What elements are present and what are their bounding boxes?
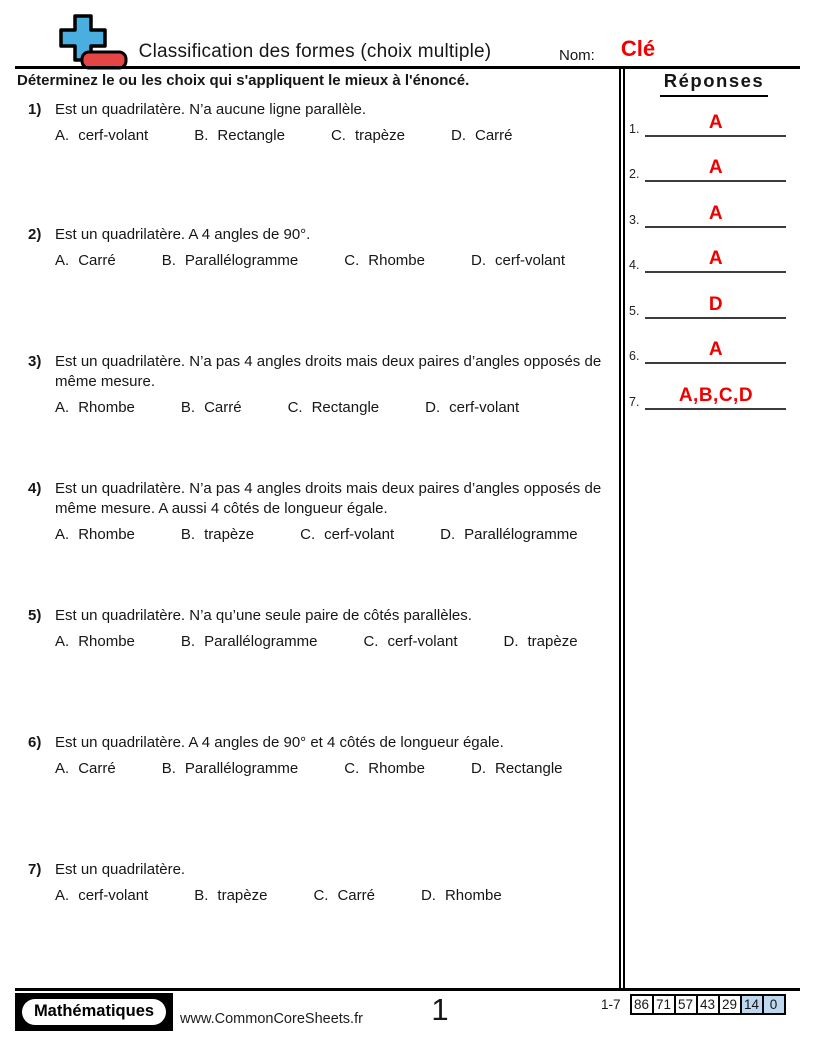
answer-blank bbox=[645, 293, 786, 319]
option-letter: A. bbox=[55, 633, 70, 650]
question-text: Est un quadrilatère. N’a aucune ligne parallèle. bbox=[55, 101, 367, 118]
option-label: Carré bbox=[337, 887, 375, 904]
option-label: Parallélogramme bbox=[464, 526, 578, 543]
answer-value: A,B,C,D bbox=[678, 385, 754, 406]
question-options bbox=[28, 760, 614, 778]
answer-blank bbox=[645, 156, 786, 182]
question-text: Est un quadrilatère. bbox=[55, 861, 186, 878]
option-d bbox=[471, 252, 565, 270]
option-letter: A. bbox=[55, 127, 70, 144]
question-number: 5) bbox=[28, 607, 42, 624]
option-letter: B. bbox=[194, 127, 209, 144]
score-cell-highlighted: 0 bbox=[762, 994, 786, 1015]
answer-number: 1. bbox=[629, 122, 640, 136]
option-label: cerf-volant bbox=[494, 252, 566, 269]
question-text: Est un quadrilatère. N’a pas 4 angles droits mais deux paires d’angles opposés de même mesure. bbox=[55, 353, 602, 390]
option-label: Rhombe bbox=[78, 399, 135, 416]
question-options bbox=[28, 633, 614, 651]
answer-number: 2. bbox=[629, 167, 640, 181]
option-a bbox=[55, 399, 135, 417]
option-b bbox=[162, 760, 299, 778]
option-a bbox=[55, 127, 148, 145]
option-letter: B. bbox=[180, 526, 196, 543]
option-letter: C. bbox=[363, 633, 379, 650]
question-text: Est un quadrilatère. A 4 angles de 90° et 4 côtés de longueur égale. bbox=[55, 734, 504, 751]
option-a bbox=[55, 760, 116, 778]
answer-value: A bbox=[708, 203, 724, 224]
option-b bbox=[194, 127, 285, 145]
option-b bbox=[162, 252, 299, 270]
score-cell: 43 bbox=[696, 994, 720, 1015]
option-letter: C. bbox=[287, 399, 303, 416]
option-letter: D. bbox=[470, 760, 486, 777]
answer-value: A bbox=[708, 339, 724, 360]
option-a bbox=[55, 526, 135, 544]
answer-blank bbox=[645, 202, 786, 228]
answer-number: 7. bbox=[629, 395, 640, 409]
option-letter: A. bbox=[55, 760, 70, 777]
option-letter: B. bbox=[194, 887, 209, 904]
option-label: Rhombe bbox=[78, 526, 135, 543]
question-6 bbox=[28, 733, 614, 778]
option-d bbox=[421, 887, 502, 905]
option-a bbox=[55, 252, 116, 270]
option-c bbox=[344, 252, 425, 270]
option-letter: A. bbox=[55, 399, 70, 416]
option-d bbox=[425, 399, 519, 417]
question-options bbox=[28, 526, 614, 544]
name-value: Clé bbox=[620, 36, 656, 61]
option-letter: D. bbox=[440, 526, 456, 543]
score-cell: 29 bbox=[718, 994, 742, 1015]
option-label: Rhombe bbox=[444, 887, 502, 904]
option-letter: C. bbox=[330, 127, 346, 144]
option-letter: A. bbox=[55, 887, 70, 904]
score-range-label: 1-7 bbox=[601, 997, 621, 1012]
option-b bbox=[181, 399, 242, 417]
answers-panel-header bbox=[628, 70, 800, 97]
answers-column-divider bbox=[619, 69, 625, 988]
answer-row-3 bbox=[629, 202, 786, 228]
option-label: Rhombe bbox=[368, 760, 425, 777]
option-d bbox=[451, 127, 513, 145]
question-4 bbox=[28, 479, 614, 544]
question-text: Est un quadrilatère. A 4 angles de 90°. bbox=[55, 226, 311, 243]
option-label: Rectangle bbox=[311, 399, 380, 416]
option-label: Rhombe bbox=[368, 252, 425, 269]
option-letter: D. bbox=[420, 887, 436, 904]
website-text: www.CommonCoreSheets.fr bbox=[180, 1011, 363, 1027]
option-letter: B. bbox=[161, 252, 176, 269]
question-2 bbox=[28, 225, 614, 270]
question-options bbox=[28, 399, 614, 417]
answer-row-1 bbox=[629, 111, 786, 137]
option-b bbox=[194, 887, 267, 905]
option-letter: C. bbox=[344, 760, 360, 777]
answer-blank bbox=[645, 338, 786, 364]
question-text: Est un quadrilatère. N’a pas 4 angles droits mais deux paires d’angles opposés de même mesure. A aussi 4 côtés de longueur égale. bbox=[55, 480, 602, 517]
option-letter: C. bbox=[313, 887, 329, 904]
option-label: Rhombe bbox=[78, 633, 135, 650]
option-label: trapèze bbox=[354, 127, 405, 144]
score-cell: 86 bbox=[630, 994, 654, 1015]
option-b bbox=[181, 526, 254, 544]
option-letter: D. bbox=[503, 633, 519, 650]
option-letter: A. bbox=[55, 252, 70, 269]
option-c bbox=[344, 760, 425, 778]
option-label: cerf-volant bbox=[78, 127, 149, 144]
option-label: Carré bbox=[78, 760, 116, 777]
score-cell-highlighted: 14 bbox=[740, 994, 764, 1015]
option-d bbox=[471, 760, 563, 778]
question-options bbox=[28, 887, 614, 905]
name-label: Nom: bbox=[559, 47, 595, 64]
option-c bbox=[313, 887, 375, 905]
answer-row-5 bbox=[629, 293, 786, 319]
answer-number: 6. bbox=[629, 349, 640, 363]
option-d bbox=[504, 633, 578, 651]
brand-badge bbox=[15, 993, 173, 1031]
answer-value: A bbox=[708, 112, 724, 133]
page-number: 1 bbox=[431, 992, 449, 1027]
option-letter: A. bbox=[55, 526, 70, 543]
option-letter: D. bbox=[451, 127, 466, 144]
option-letter: B. bbox=[180, 633, 196, 650]
option-label: trapèze bbox=[217, 887, 268, 904]
question-number: 7) bbox=[28, 861, 42, 878]
option-label: cerf-volant bbox=[449, 399, 520, 416]
question-3 bbox=[28, 352, 614, 417]
answer-blank bbox=[645, 111, 786, 137]
score-cell: 71 bbox=[652, 994, 676, 1015]
answer-value: A bbox=[708, 157, 724, 178]
answer-blank bbox=[645, 247, 786, 273]
score-table bbox=[601, 994, 786, 1015]
answer-value: A bbox=[708, 248, 724, 269]
option-label: Rectangle bbox=[217, 127, 285, 144]
answer-row-7 bbox=[629, 384, 786, 410]
question-number: 2) bbox=[28, 226, 42, 243]
option-c bbox=[331, 127, 405, 145]
question-1 bbox=[28, 100, 614, 145]
option-letter: D. bbox=[470, 252, 486, 269]
answer-value: D bbox=[708, 294, 724, 315]
option-label: Carré bbox=[204, 399, 242, 416]
brand-badge-label: Mathématiques bbox=[22, 999, 166, 1025]
option-label: Parallélogramme bbox=[204, 633, 318, 650]
option-c bbox=[288, 399, 380, 417]
option-label: Rectangle bbox=[494, 760, 563, 777]
question-number: 6) bbox=[28, 734, 42, 751]
score-cell: 57 bbox=[674, 994, 698, 1015]
option-label: cerf-volant bbox=[324, 526, 395, 543]
option-letter: C. bbox=[300, 526, 316, 543]
question-5 bbox=[28, 606, 614, 651]
option-label: Parallélogramme bbox=[184, 760, 299, 777]
footer-divider bbox=[15, 988, 800, 991]
question-number: 4) bbox=[28, 480, 42, 497]
answer-number: 5. bbox=[629, 304, 640, 318]
option-label: cerf-volant bbox=[387, 633, 458, 650]
answer-row-2 bbox=[629, 156, 786, 182]
option-c bbox=[300, 526, 394, 544]
answer-row-4 bbox=[629, 247, 786, 273]
option-label: Parallélogramme bbox=[184, 252, 299, 269]
header-divider bbox=[15, 66, 800, 69]
option-label: Carré bbox=[78, 252, 116, 269]
question-options bbox=[28, 127, 614, 145]
option-label: trapèze bbox=[527, 633, 578, 650]
question-number: 1) bbox=[28, 101, 42, 118]
page-title: Classification des formes (choix multiple) bbox=[138, 41, 492, 62]
answers-title: Réponses bbox=[660, 70, 768, 97]
option-label: Carré bbox=[475, 127, 513, 144]
answer-blank bbox=[645, 384, 786, 410]
option-letter: C. bbox=[344, 252, 360, 269]
question-7 bbox=[28, 860, 614, 905]
option-b bbox=[181, 633, 318, 651]
option-letter: D. bbox=[425, 399, 441, 416]
option-a bbox=[55, 633, 135, 651]
option-a bbox=[55, 887, 148, 905]
option-letter: B. bbox=[161, 760, 176, 777]
answer-number: 4. bbox=[629, 258, 640, 272]
answer-row-6 bbox=[629, 338, 786, 364]
option-letter: B. bbox=[180, 399, 196, 416]
instruction-text: Déterminez le ou les choix qui s'appliquent le mieux à l'énoncé. bbox=[17, 72, 470, 89]
option-d bbox=[440, 526, 577, 544]
option-c bbox=[363, 633, 457, 651]
question-options bbox=[28, 252, 614, 270]
option-label: cerf-volant bbox=[78, 887, 149, 904]
answer-number: 3. bbox=[629, 213, 640, 227]
option-label: trapèze bbox=[204, 526, 255, 543]
question-number: 3) bbox=[28, 353, 42, 370]
question-text: Est un quadrilatère. N’a qu’une seule paire de côtés parallèles. bbox=[55, 607, 472, 624]
